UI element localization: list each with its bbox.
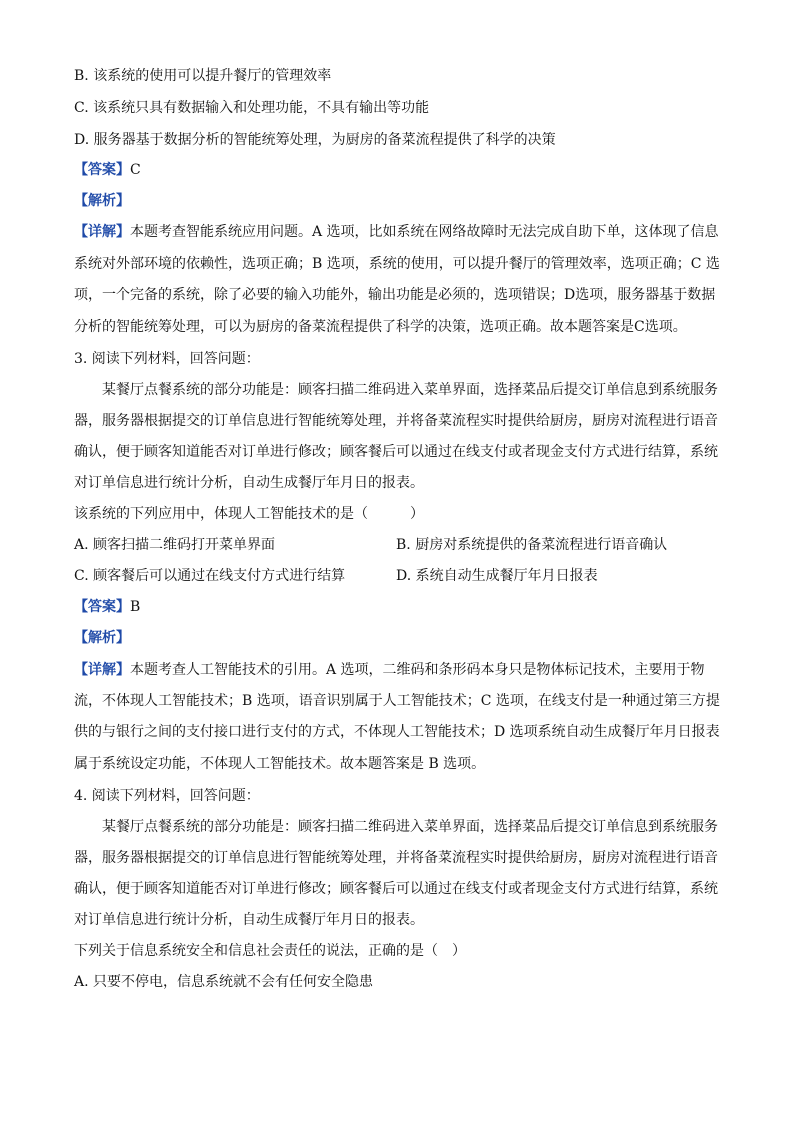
q3-header: 3. 阅读下列材料，回答问题：	[74, 351, 260, 367]
q3-options-row-2	[74, 566, 720, 586]
q3-option-a: A. 顾客扫描二维码打开菜单界面	[74, 537, 276, 553]
q2-answer-label: 【答案】	[74, 162, 130, 178]
q3-option-c: C. 顾客餐后可以通过在线支付方式进行结算	[74, 568, 346, 584]
q3-detail-label: 【详解】	[74, 662, 130, 678]
q3-material-line-1: 某餐厅点餐系统的部分功能是：顾客扫描二维码进入菜单界面，选择菜品后提交订单信息到系统服务	[102, 382, 718, 398]
q3-material-line-4: 对订单信息进行统计分析，自动生成餐厅年月日的报表。	[74, 475, 424, 491]
q3-material-line-3: 确认，便于顾客知道能否对订单进行修改；顾客餐后可以通过在线支付或者现金支付方式进行结算，系统	[74, 444, 718, 460]
q2-option-d: D. 服务器基于数据分析的智能统筹处理，为厨房的备菜流程提供了科学的决策	[74, 132, 556, 148]
q2-answer	[74, 160, 720, 180]
q3-detail-line-1	[74, 660, 720, 680]
q2-option-b: B. 该系统的使用可以提升餐厅的管理效率	[74, 68, 332, 84]
q4-header: 4. 阅读下列材料，回答问题：	[74, 788, 260, 804]
q3-answer	[74, 597, 720, 617]
q2-detail-label: 【详解】	[74, 224, 130, 240]
q2-detail-line-1	[74, 222, 720, 242]
q3-detail-line-4: 属于系统设定功能，不体现人工智能技术。故本题答案是 B 选项。	[74, 756, 486, 772]
q4-material-line-2: 器，服务器根据提交的订单信息进行智能统筹处理，并将备菜流程实时提供给厨房，厨房对流程进行语音	[74, 850, 718, 866]
q4-option-a: A. 只要不停电，信息系统就不会有任何安全隐患	[74, 974, 374, 990]
q4-question: 下列关于信息系统安全和信息社会责任的说法，正确的是（ ）	[74, 943, 466, 959]
q3-answer-label: 【答案】	[74, 599, 130, 615]
q4-material-line-4: 对订单信息进行统计分析，自动生成餐厅年月日的报表。	[74, 912, 424, 928]
q2-analysis-label	[74, 191, 720, 211]
q4-material-line-3: 确认，便于顾客知道能否对订单进行修改；顾客餐后可以通过在线支付或者现金支付方式进行结算，系统	[74, 881, 718, 897]
q2-detail-text-1: 本题考查智能系统应用问题。A 选项，比如系统在网络故障时无法完成自助下单，这体现了信息	[130, 224, 719, 240]
q2-detail-line-2: 系统对外部环境的依赖性，选项正确；B 选项，系统的使用，可以提升餐厅的管理效率，选项正确；C 选	[74, 256, 720, 272]
q3-detail-line-2: 流，不体现人工智能技术；B 选项，语音识别属于人工智能技术；C 选项，在线支付是一种通过第三方提	[74, 693, 720, 709]
q2-detail-line-4: 分析的智能统筹处理，可以为厨房的备菜流程提供了科学的决策，选项正确。故本题答案是C选项。	[74, 319, 687, 335]
q3-question: 该系统的下列应用中，体现人工智能技术的是（ ）	[74, 506, 424, 522]
q2-analysis-label-text: 【解析】	[74, 193, 130, 209]
q2-detail-line-3: 项，一个完备的系统，除了必要的输入功能外，输出功能是必须的，选项错误；D选项，服务器基于数据	[74, 287, 716, 303]
q3-material-line-2: 器，服务器根据提交的订单信息进行智能统筹处理，并将备菜流程实时提供给厨房，厨房对流程进行语音	[74, 413, 718, 429]
q3-option-b: B. 厨房对系统提供的备菜流程进行语音确认	[396, 537, 668, 553]
q3-analysis-label-text: 【解析】	[74, 630, 130, 646]
q2-answer-value: C	[130, 162, 141, 178]
q3-options-row-1	[74, 535, 720, 555]
q3-option-d: D. 系统自动生成餐厅年月日报表	[396, 568, 598, 584]
q2-option-c: C. 该系统只具有数据输入和处理功能，不具有输出等功能	[74, 100, 430, 116]
q3-detail-line-3: 供的与银行之间的支付接口进行支付的方式，不体现人工智能技术；D 选项系统自动生成餐厅年月日报表	[74, 724, 720, 740]
q3-analysis-label	[74, 628, 720, 648]
q4-material-line-1: 某餐厅点餐系统的部分功能是：顾客扫描二维码进入菜单界面，选择菜品后提交订单信息到系统服务	[102, 819, 718, 835]
q3-detail-text-1: 本题考查人工智能技术的引用。A 选项，二维码和条形码本身只是物体标记技术，主要用于物	[130, 662, 705, 678]
q3-answer-value: B	[130, 599, 141, 615]
